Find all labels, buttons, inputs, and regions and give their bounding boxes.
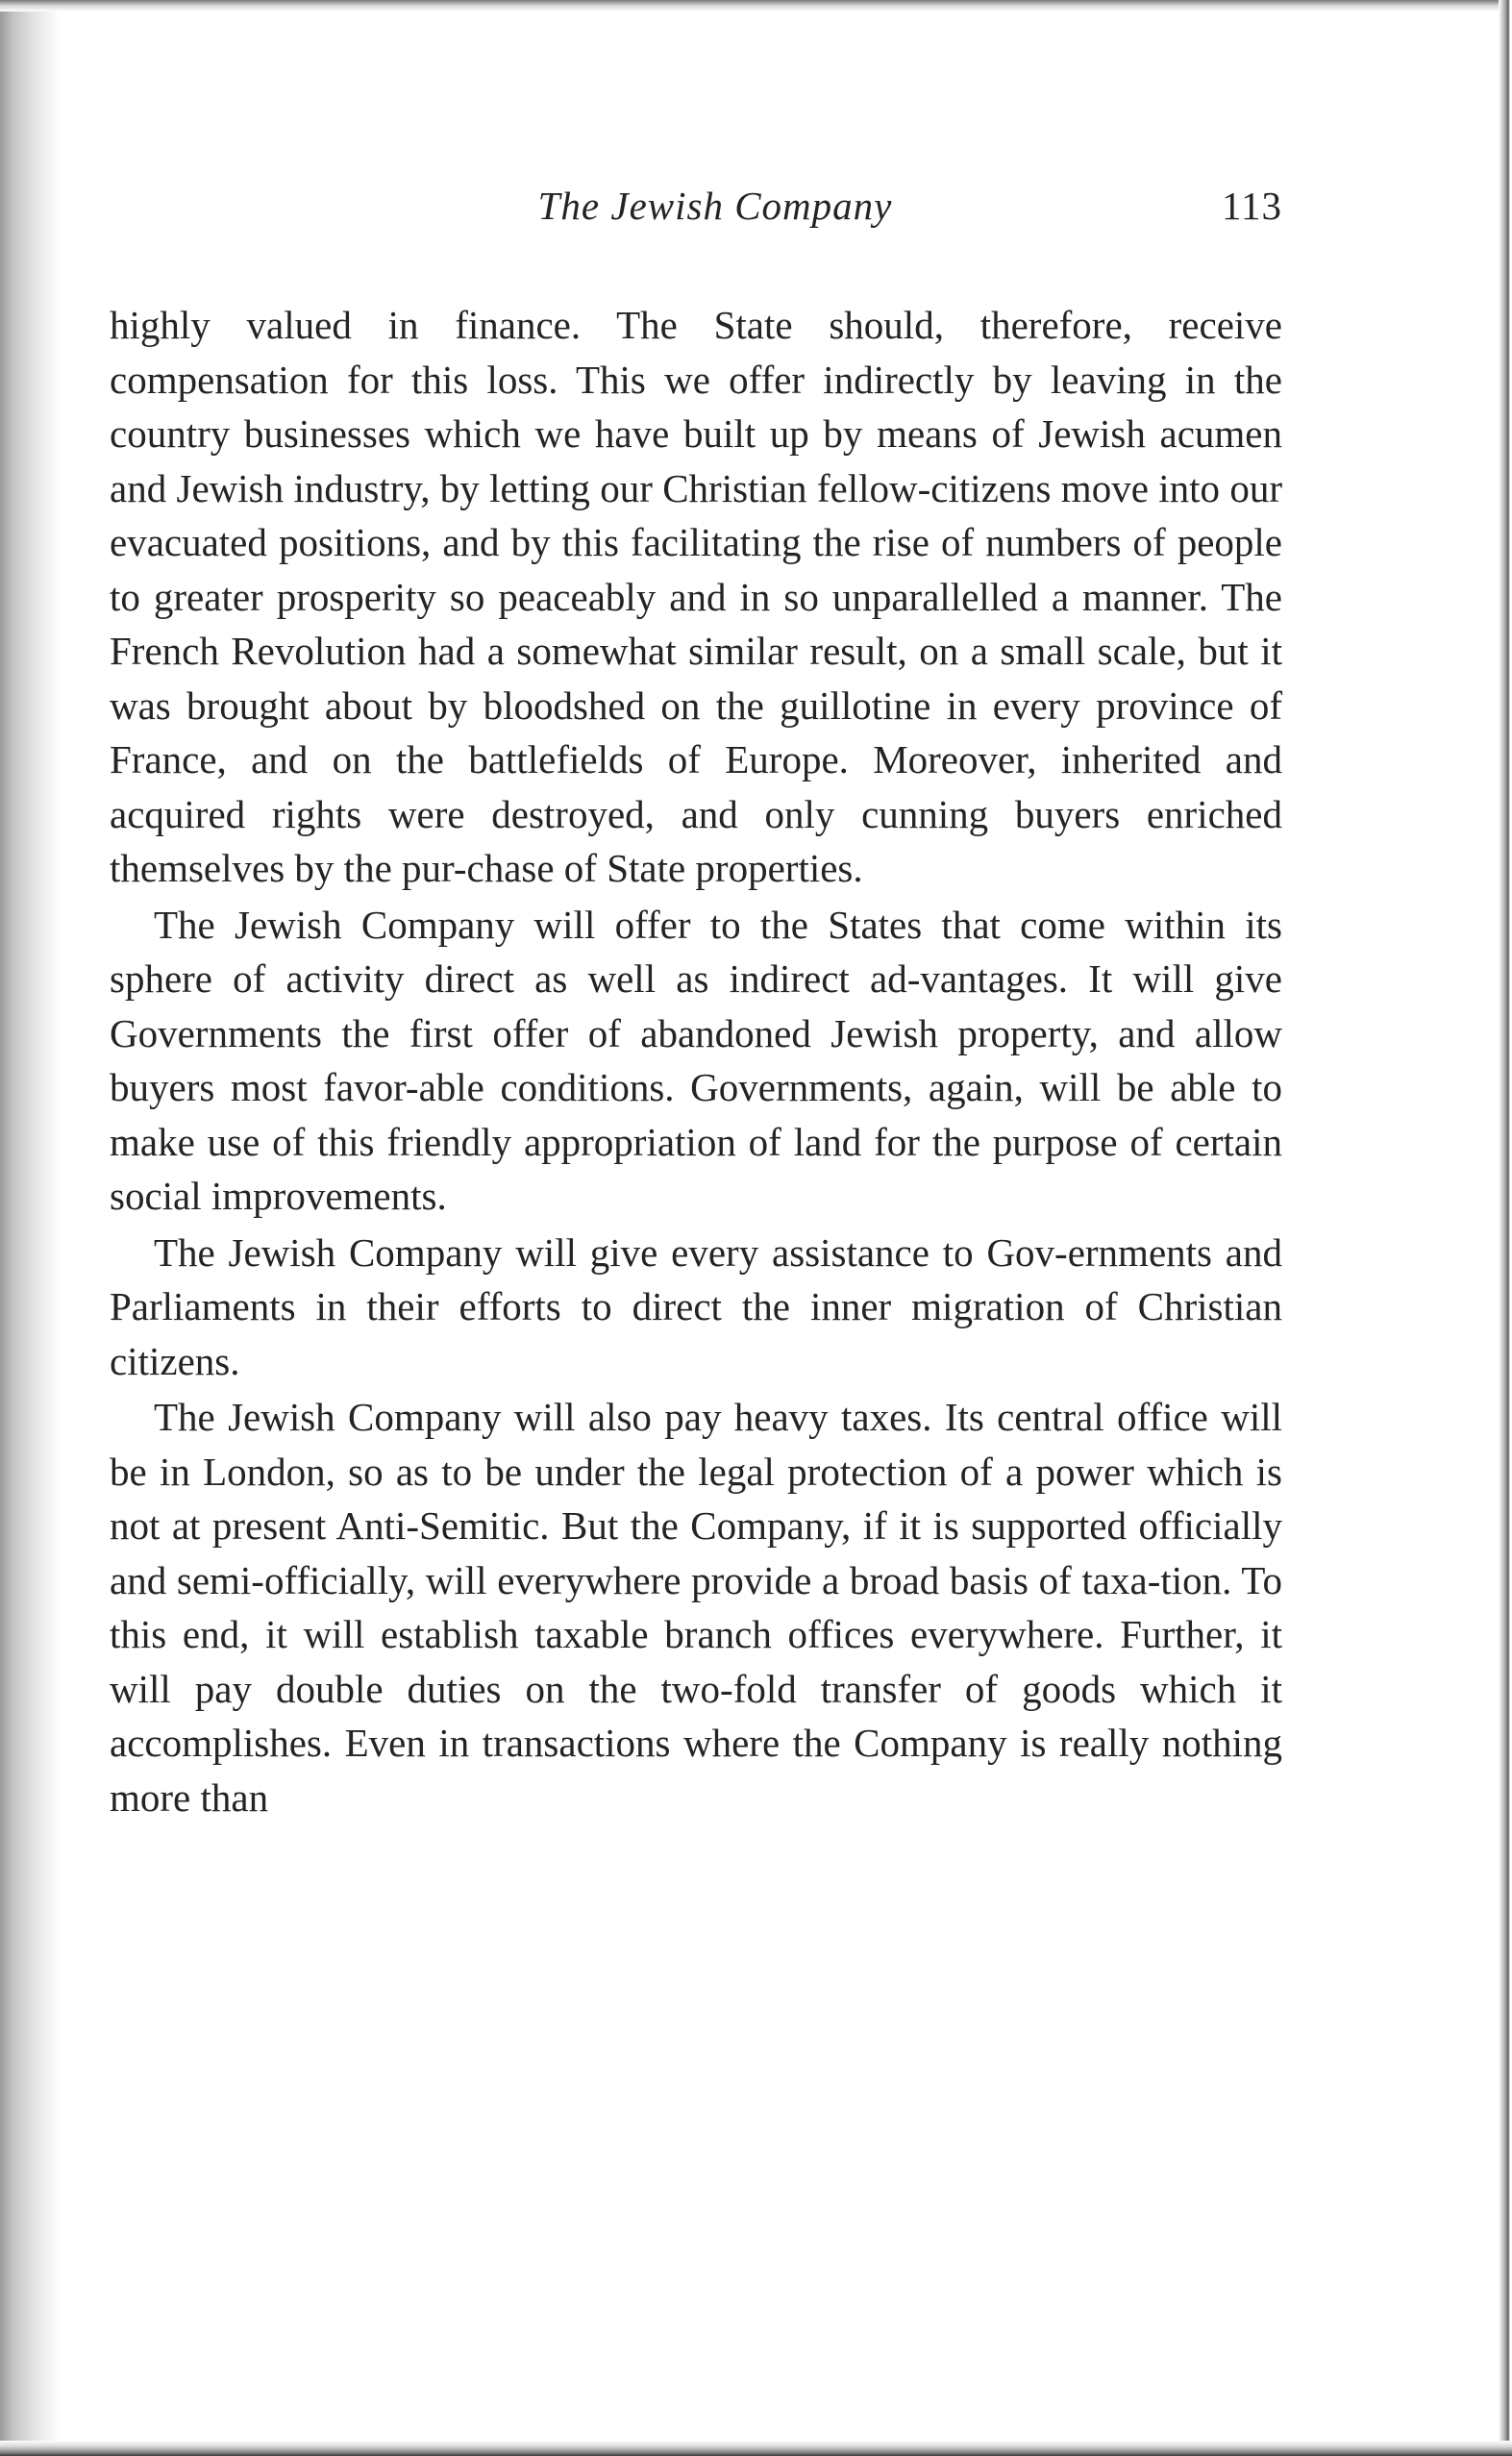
scan-shadow-right: [1499, 0, 1512, 2456]
paragraph-2: The Jewish Company will offer to the States that come within its sphere of activity direct as well as indirect ad-vantages. It will give Governments the first offer of abandoned Jewish property, and allow buyers most favor-able conditions. Governments, again, will be able to make use of this friendly appropriation of land for the purpose of certain social improvements.: [110, 902, 1282, 1218]
scan-shadow-top: [0, 0, 1512, 12]
book-page: [110, 183, 1282, 1824]
scan-shadow-left: [0, 0, 60, 2456]
paragraph-4: The Jewish Company will also pay heavy taxes. Its central office will be in London, so as to be under the legal protection of a power which is not at present Anti-Semitic. But the Company, if it is supported officially and semi-officially, will everywhere provide a broad basis of taxa-tion. To this end, it will establish taxable branch offices everywhere. Further, it will pay double duties on the two-fold transfer of goods which it accomplishes. Even in transactions where the Company is really nothing more than: [110, 1395, 1282, 1820]
paragraph-1: highly valued in finance. The State should, therefore, receive compensation for this loss. This we offer indirectly by leaving in the country businesses which we have built up by means of Jewish acumen and Jewish industry, by letting our Christian fellow-citizens move into our evacuated positions, and by this facilitating the rise of numbers of people to greater prosperity so peaceably and in so unparallelled a manner. The French Revolution had a somewhat similar result, on a small scale, but it was brought about by bloodshed on the guillotine in every province of France, and on the battlefields of Europe. Moreover, inherited and acquired rights were destroyed, and only cunning buyers enriched themselves by the pur-chase of State properties.: [110, 303, 1282, 890]
running-title: The Jewish Company: [537, 184, 893, 228]
scan-shadow-bottom: [0, 2441, 1512, 2456]
page-number: 113: [1222, 184, 1282, 228]
running-head: [110, 183, 1282, 240]
paragraph-3: The Jewish Company will give every assistance to Gov-ernments and Parliaments in their efforts to direct the inner migration of Christian citizens.: [110, 1229, 1282, 1383]
body-text: [110, 298, 1282, 1824]
